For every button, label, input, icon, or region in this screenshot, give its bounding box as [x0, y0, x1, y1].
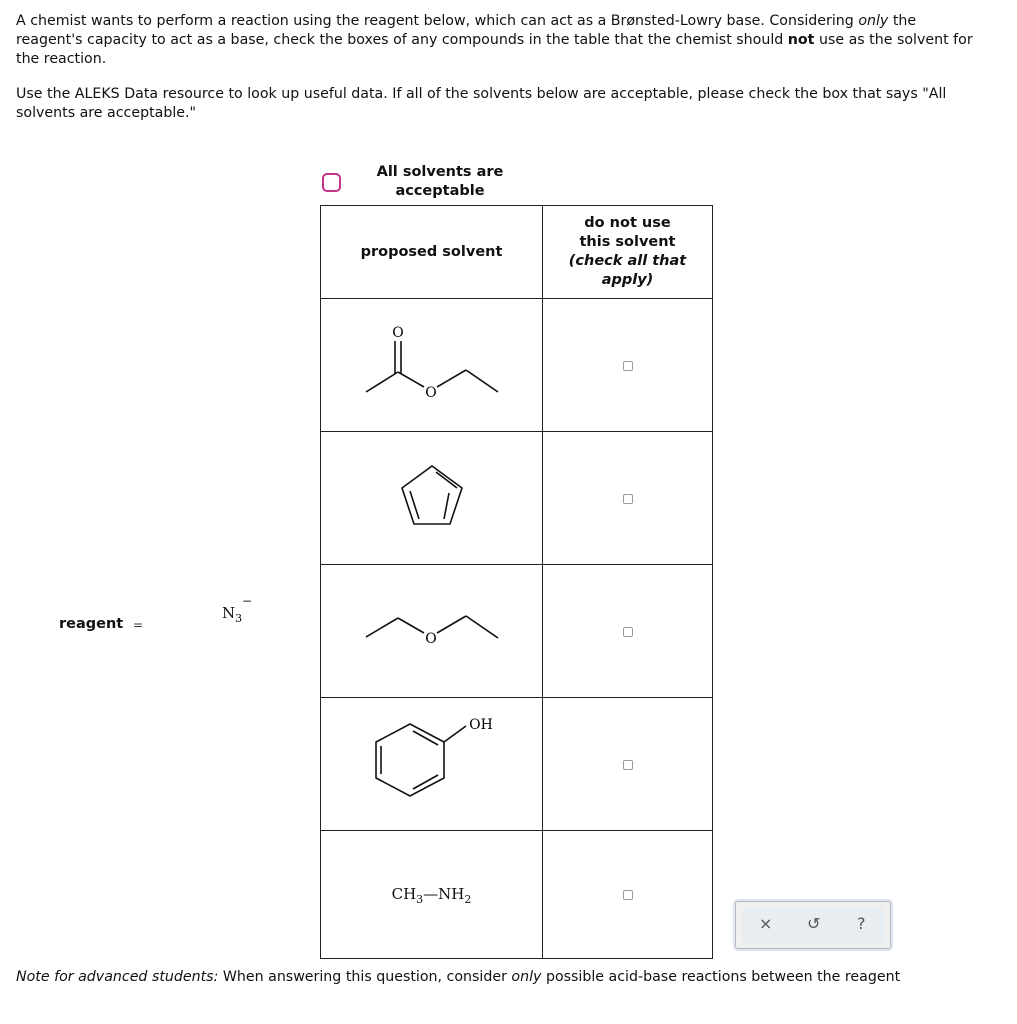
- undo-icon[interactable]: ↺: [807, 914, 821, 933]
- atom-label-oh: OH: [469, 717, 493, 733]
- emphasis-not: not: [787, 32, 815, 48]
- formula-text: CH: [391, 884, 417, 903]
- ethyl-acetate-structure: [321, 299, 542, 427]
- do-not-use-checkbox[interactable]: [623, 494, 633, 504]
- formula-text: NH: [438, 884, 465, 903]
- table-row: [321, 831, 713, 959]
- reagent-label: reagent: [59, 616, 124, 632]
- cyclopentadiene-structure: [321, 432, 542, 560]
- solvent-cell: [321, 698, 543, 831]
- question-paragraph-2: Use the ALEKS Data resource to look up useful data. If all of the solvents below are acceptable, please check the box that says "All solvents are acceptable.": [16, 86, 947, 121]
- advanced-note: [16, 968, 900, 987]
- formula-subscript: 3: [235, 612, 243, 625]
- solvent-cell: [321, 831, 543, 959]
- formula-bond: —: [423, 884, 439, 903]
- question-paragraph-1: [16, 12, 984, 69]
- note-lead: Note for advanced students:: [16, 969, 219, 985]
- do-not-use-checkbox[interactable]: [623, 627, 633, 637]
- solvent-table: [320, 205, 713, 959]
- all-solvents-acceptable-label: All solvents are acceptable: [376, 164, 504, 199]
- atom-label-o: O: [425, 385, 437, 401]
- reagent-formula: [222, 594, 253, 625]
- question-text: use as the solvent for the reaction.: [16, 32, 973, 67]
- do-not-use-cell: [543, 299, 713, 432]
- proposed-solvent-header: proposed solvent: [321, 206, 543, 299]
- table-header-row: [321, 206, 713, 299]
- solvent-cell: [321, 299, 543, 432]
- question-text: A chemist wants to perform a reaction using the reagent below, which can act as a Brønsted-Lowry base. Considering: [16, 13, 854, 29]
- note-text: possible acid-base reactions between the reagent: [545, 969, 901, 985]
- answer-toolbar: [735, 901, 891, 949]
- diethyl-ether-structure: [321, 565, 542, 693]
- do-not-use-cell: [543, 698, 713, 831]
- formula-subscript: 2: [464, 892, 472, 906]
- do-not-use-checkbox[interactable]: [623, 361, 633, 371]
- emphasis-only: only: [858, 13, 889, 29]
- help-icon[interactable]: ?: [857, 914, 866, 933]
- reagent-equals: =: [133, 618, 144, 632]
- do-not-use-header-text: do not use this solvent: [579, 215, 676, 250]
- formula-subscript: 3: [416, 892, 424, 906]
- table-row: [321, 698, 713, 831]
- do-not-use-header: [543, 206, 713, 299]
- note-emphasis: only: [511, 969, 542, 985]
- question-text: the reagent's capacity to act as a base, check the boxes of any compounds in the table that the chemist should: [16, 13, 917, 48]
- benzyl-alcohol-structure: [321, 698, 542, 826]
- formula-symbol: N: [222, 604, 236, 622]
- do-not-use-checkbox[interactable]: [623, 760, 633, 770]
- table-row: [321, 565, 713, 698]
- table-row: [321, 299, 713, 432]
- solvent-cell: [321, 432, 543, 565]
- solvent-cell: [321, 565, 543, 698]
- atom-label-o: O: [425, 631, 437, 647]
- clear-icon[interactable]: ×: [759, 914, 773, 933]
- do-not-use-checkbox[interactable]: [623, 890, 633, 900]
- do-not-use-cell: [543, 565, 713, 698]
- do-not-use-cell: [543, 432, 713, 565]
- all-solvents-acceptable-checkbox[interactable]: [322, 173, 341, 192]
- note-text: When answering this question, consider: [222, 969, 507, 985]
- formula-charge: −: [242, 594, 253, 608]
- atom-label-o: O: [392, 325, 404, 341]
- methylamine-formula: [391, 884, 472, 906]
- do-not-use-cell: [543, 831, 713, 959]
- table-row: [321, 432, 713, 565]
- check-all-hint: (check all that apply): [568, 253, 687, 288]
